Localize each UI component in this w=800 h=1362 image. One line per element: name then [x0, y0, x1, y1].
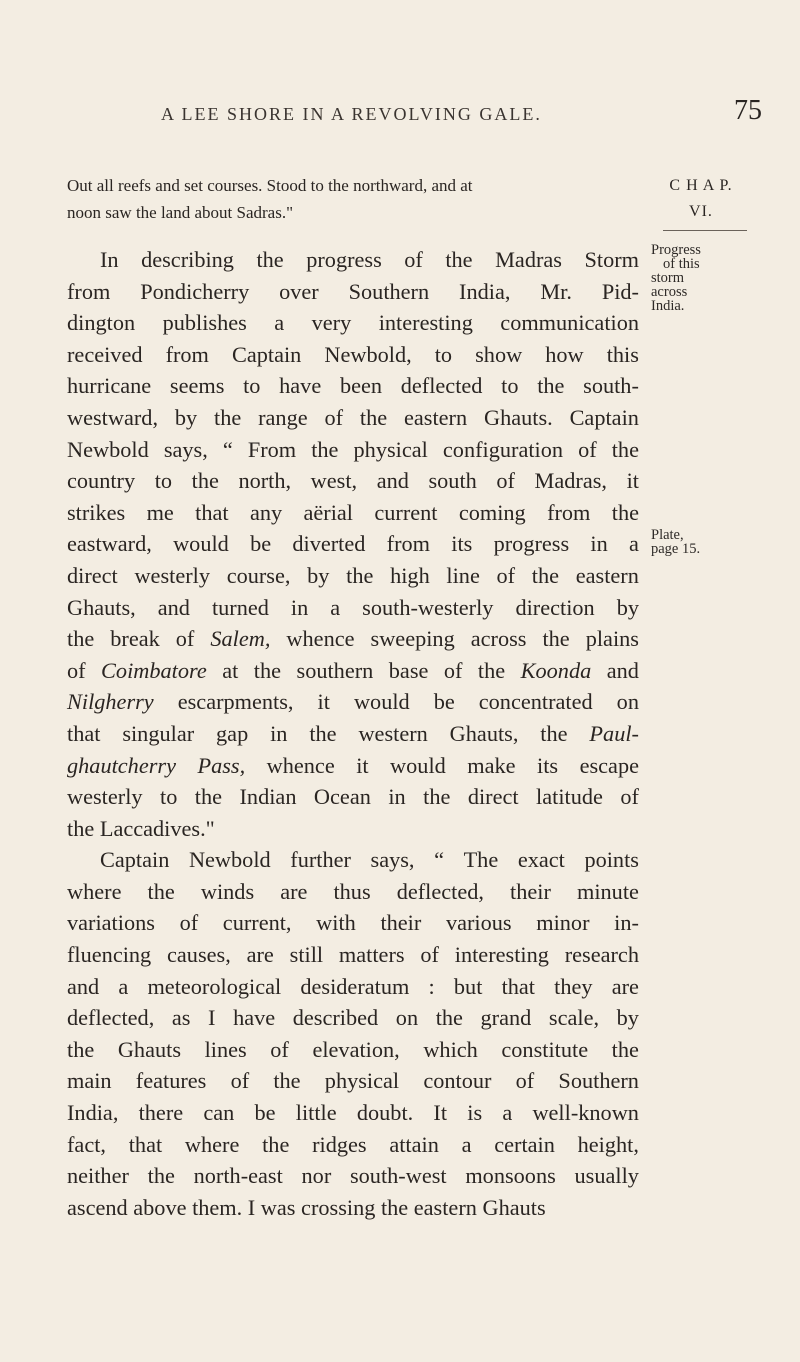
text-line: from Pondicherry over Southern India, Mr. Pid- — [67, 278, 639, 304]
text-line: Newbold says, “ From the physical configuration of the — [67, 436, 639, 462]
chapter-marker — [665, 173, 737, 225]
text-line: Nilgherry escarpments, it would be concentrated on — [67, 689, 639, 715]
running-head: A LEE SHORE IN A REVOLVING GALE. — [161, 104, 542, 124]
text-line: the Ghauts lines of elevation, which constitute the — [67, 1036, 639, 1062]
text-line: Ghauts, and turned in a south-westerly direction by — [67, 594, 639, 620]
margin-note-line: storm — [651, 270, 685, 286]
text-line: variations of current, with their various minor in- — [67, 910, 639, 936]
text-line: Captain Newbold further says, “ The exact points — [100, 847, 639, 873]
text-line: strikes me that any aërial current coming from the — [67, 499, 639, 525]
text-line: main features of the physical contour of Southern — [67, 1068, 639, 1094]
text-line: fact, that where the ridges attain a certain height, — [67, 1131, 639, 1157]
text-line: fluencing causes, are still matters of interesting research — [67, 942, 639, 968]
text-line: hurricane seems to have been deflected to the south- — [67, 373, 639, 399]
text-line: neither the north-east nor south-west monsoons usually — [67, 1163, 639, 1189]
margin-note-plate — [651, 528, 700, 556]
text-line: ghautcherry Pass, whence it would make its escape — [67, 752, 639, 778]
margin-note-line: India. — [651, 298, 685, 314]
margin-note-line: of this — [663, 256, 700, 272]
text-line: deflected, as I have described on the grand scale, by — [67, 1005, 639, 1031]
text-line: westward, by the range of the eastern Ghauts. Captain — [67, 404, 639, 430]
opening-quote-end — [67, 172, 637, 226]
margin-note-line: Progress — [651, 242, 701, 258]
margin-note-line: across — [651, 284, 688, 300]
text-line: and a meteorological desideratum : but that they are — [67, 973, 639, 999]
text-line: eastward, would be diverted from its progress in a — [67, 531, 639, 557]
text-line: of Coimbatore at the southern base of the Koonda and — [67, 657, 639, 683]
text-line: direct westerly course, by the high line of the eastern — [67, 562, 639, 588]
page-number: 75 — [734, 95, 762, 126]
text-line: dington publishes a very interesting communication — [67, 310, 639, 336]
text-line: where the winds are thus deflected, their minute — [67, 878, 639, 904]
text-line: India, there can be little doubt. It is a well-known — [67, 1100, 639, 1126]
text-line: In describing the progress of the Madras Storm — [100, 247, 639, 272]
text-line: received from Captain Newbold, to show how this — [67, 341, 639, 367]
text-line: the break of Salem, whence sweeping across the plains — [67, 626, 639, 652]
text-line: westerly to the Indian Ocean in the direct latitude of — [67, 784, 639, 810]
margin-note-line: page 15. — [651, 541, 701, 557]
text-line: the Laccadives." — [67, 815, 215, 841]
chapter-number: VI. — [689, 203, 713, 220]
text-line: country to the north, west, and south of Madras, it — [67, 468, 639, 494]
margin-note-progress — [651, 243, 701, 313]
chapter-rule — [663, 230, 747, 231]
text-line: ascend above them. I was crossing the eastern Ghauts — [67, 1194, 546, 1220]
margin-note-line: Plate, — [651, 527, 684, 543]
text-line: that singular gap in the western Ghauts, the Paul- — [67, 720, 639, 746]
opening-line: Out all reefs and set courses. Stood to the northward, and at — [67, 176, 473, 195]
opening-line: noon saw the land about Sadras." — [67, 203, 294, 222]
body-text — [67, 244, 639, 1223]
chapter-label: C H A P. — [669, 177, 733, 194]
